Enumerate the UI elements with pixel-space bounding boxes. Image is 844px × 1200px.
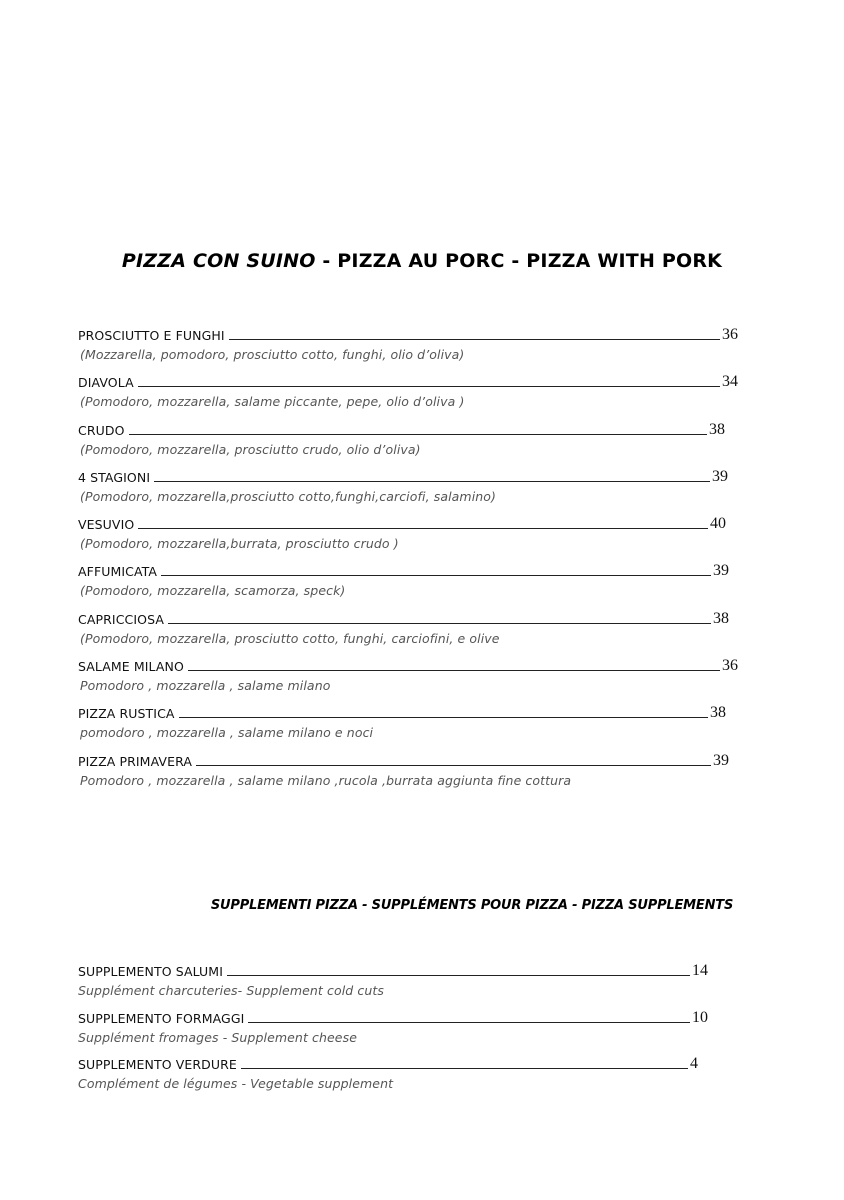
item-price: 40	[710, 515, 726, 533]
leader-line	[248, 1021, 690, 1023]
item-description: pomodoro , mozzarella , salame milano e noci	[80, 725, 374, 741]
item-name: AFFUMICATA	[78, 564, 158, 580]
menu-item	[78, 608, 738, 655]
leader-line	[241, 1067, 688, 1069]
item-description: Supplément fromages - Supplement cheese	[78, 1029, 358, 1045]
menu-item	[78, 655, 738, 702]
item-description: Complément de légumes - Vegetable supplement	[78, 1076, 394, 1091]
item-name: PIZZA RUSTICA	[78, 706, 175, 722]
menu-item	[78, 702, 738, 749]
item-name: SUPPLEMENTO SALUMI	[78, 964, 223, 979]
leader-line	[227, 974, 690, 976]
item-name: CAPRICCIOSA	[78, 611, 164, 627]
item-description: Supplément charcuteries- Supplement cold cuts	[78, 983, 384, 998]
item-price: 14	[692, 962, 708, 979]
leader-line	[161, 574, 711, 576]
leader-line	[138, 385, 720, 387]
item-description: Pomodoro , mozzarella , salame milano ,rucola ,burrata aggiunta fine cottura	[80, 772, 572, 788]
menu-item	[78, 371, 738, 418]
item-description: (Pomodoro, mozzarella, scamorza, speck)	[80, 583, 346, 599]
section-title-part-translations: - PIZZA AU PORC - PIZZA WITH PORK	[315, 250, 723, 272]
item-name: PROSCIUTTO E FUNGHI	[78, 328, 225, 343]
supplement-item	[78, 960, 718, 1007]
menu-item	[78, 419, 738, 466]
leader-line	[154, 480, 710, 482]
item-price: 36	[722, 657, 738, 675]
leader-line	[188, 669, 720, 671]
item-description: (Pomodoro, mozzarella,burrata, prosciutto crudo )	[80, 536, 399, 552]
menu-item	[78, 750, 738, 797]
item-name: VESUVIO	[78, 517, 135, 533]
item-description: (Pomodoro, mozzarella, prosciutto cotto, funghi, carciofini, e olive	[80, 630, 500, 646]
leader-line	[138, 527, 708, 529]
item-description: (Pomodoro, mozzarella,prosciutto cotto,funghi,carciofi, salamino)	[80, 488, 497, 504]
item-price: 39	[713, 751, 729, 769]
item-description: (Mozzarella, pomodoro, prosciutto cotto, funghi, olio d’oliva)	[80, 347, 465, 362]
item-price: 39	[713, 562, 729, 580]
menu-item	[78, 324, 738, 371]
item-price: 38	[710, 704, 726, 722]
item-price: 4	[690, 1055, 698, 1072]
menu-item	[78, 513, 738, 560]
supplements-list	[78, 960, 718, 1100]
menu-item	[78, 466, 738, 513]
section-title-part-italian: PIZZA CON SUINO	[121, 250, 316, 272]
item-name: PIZZA PRIMAVERA	[78, 753, 192, 769]
supplement-item	[78, 1007, 718, 1054]
item-price: 39	[712, 467, 728, 485]
item-description: Pomodoro , mozzarella , salame milano	[80, 678, 331, 694]
item-name: 4 STAGIONI	[78, 469, 151, 485]
item-price: 38	[713, 609, 729, 627]
leader-line	[129, 433, 707, 435]
item-price: 36	[722, 326, 738, 343]
item-description: (Pomodoro, mozzarella, prosciutto crudo, olio d’oliva)	[80, 441, 421, 457]
menu-item	[78, 560, 738, 607]
item-name: SUPPLEMENTO VERDURE	[78, 1057, 237, 1072]
item-name: DIAVOLA	[78, 375, 134, 391]
leader-line	[168, 622, 711, 624]
leader-line	[196, 764, 711, 766]
item-price: 38	[709, 420, 725, 438]
pizza-list	[78, 324, 738, 797]
leader-line	[229, 338, 720, 340]
section-title-supplements: SUPPLEMENTI PIZZA - SUPPLÉMENTS POUR PIZZA - PIZZA SUPPLEMENTS	[210, 898, 734, 913]
item-name: CRUDO	[78, 422, 125, 438]
supplement-item	[78, 1053, 718, 1100]
item-description: (Pomodoro, mozzarella, salame piccante, pepe, olio d’oliva )	[80, 394, 465, 410]
item-price: 34	[722, 373, 738, 391]
section-title-pizza-with-pork	[0, 250, 844, 272]
item-name: SALAME MILANO	[78, 659, 184, 675]
item-name: SUPPLEMENTO FORMAGGI	[78, 1010, 245, 1026]
leader-line	[179, 716, 708, 718]
item-price: 10	[692, 1008, 708, 1026]
